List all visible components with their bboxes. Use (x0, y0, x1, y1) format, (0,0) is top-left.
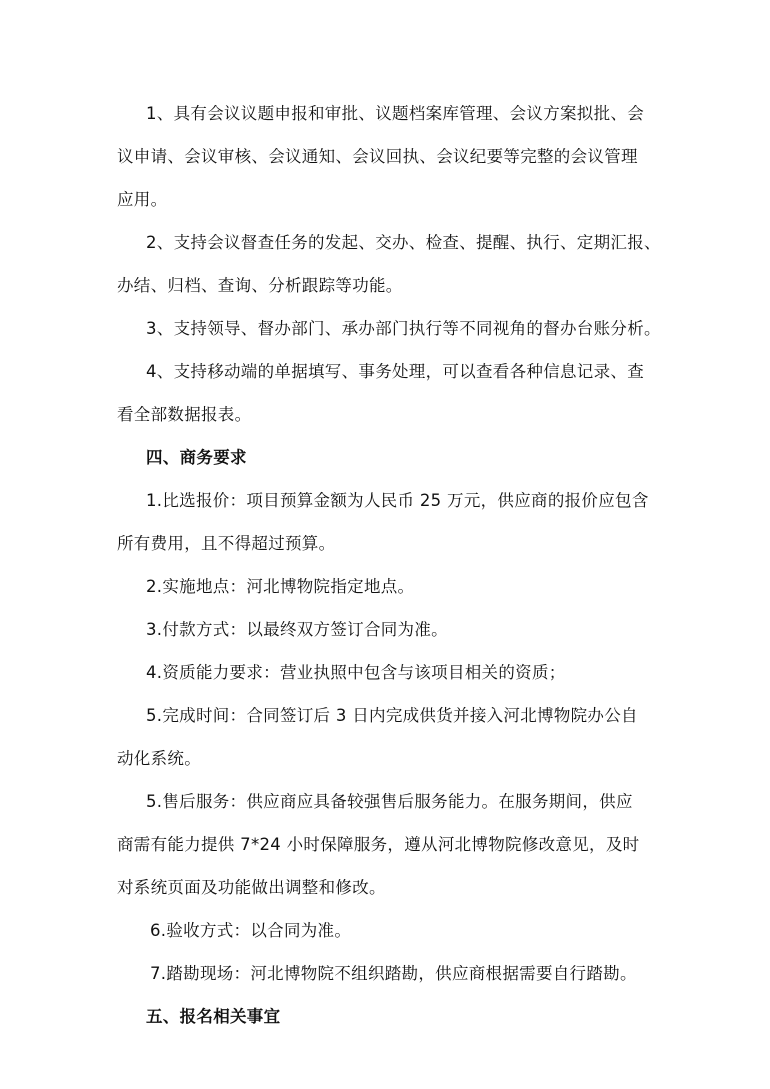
text-line: 6.验收方式：以合同为准。 (150, 921, 352, 940)
text-line: 议申请、会议审核、会议通知、会议回执、会议纪要等完整的会议管理 (117, 147, 638, 166)
text-line: 3、支持领导、督办部门、承办部门执行等不同视角的督办台账分析。 (146, 319, 661, 338)
text-line: 4、支持移动端的单据填写、事务处理，可以查看各种信息记录、查 (146, 362, 644, 381)
text-line: 3.付款方式：以最终双方签订合同为准。 (146, 620, 448, 639)
text-line: 2、支持会议督查任务的发起、交办、检查、提醒、执行、定期汇报、 (146, 233, 661, 252)
text-line: 1、具有会议议题申报和审批、议题档案库管理、会议方案拟批、会 (146, 104, 644, 123)
text-line: 7.踏勘现场：河北博物院不组织踏勘，供应商根据需要自行踏勘。 (150, 964, 637, 983)
section-title: 五、报名相关事宜 (146, 1007, 281, 1026)
text-line: 看全部数据报表。 (117, 405, 252, 424)
text-line: 商需有能力提供 7*24 小时保障服务，遵从河北博物院修改意见，及时 (117, 835, 640, 854)
text-line: 动化系统。 (117, 749, 201, 768)
text-line: 所有费用，且不得超过预算。 (117, 534, 336, 553)
section-title: 四、商务要求 (146, 448, 247, 467)
text-line: 对系统页面及功能做出调整和修改。 (117, 878, 386, 897)
text-line: 4.资质能力要求：营业执照中包含与该项目相关的资质； (146, 663, 566, 682)
text-line: 1.比选报价：项目预算金额为人民币 25 万元，供应商的报价应包含 (146, 491, 649, 510)
text-line: 5.完成时间：合同签订后 3 日内完成供货并接入河北博物院办公自 (146, 706, 638, 725)
text-line: 5.售后服务：供应商应具备较强售后服务能力。在服务期间，供应 (146, 792, 633, 811)
text-line: 应用。 (117, 190, 168, 209)
text-line: 办结、归档、查询、分析跟踪等功能。 (117, 276, 403, 295)
text-line: 2.实施地点：河北博物院指定地点。 (146, 577, 415, 596)
